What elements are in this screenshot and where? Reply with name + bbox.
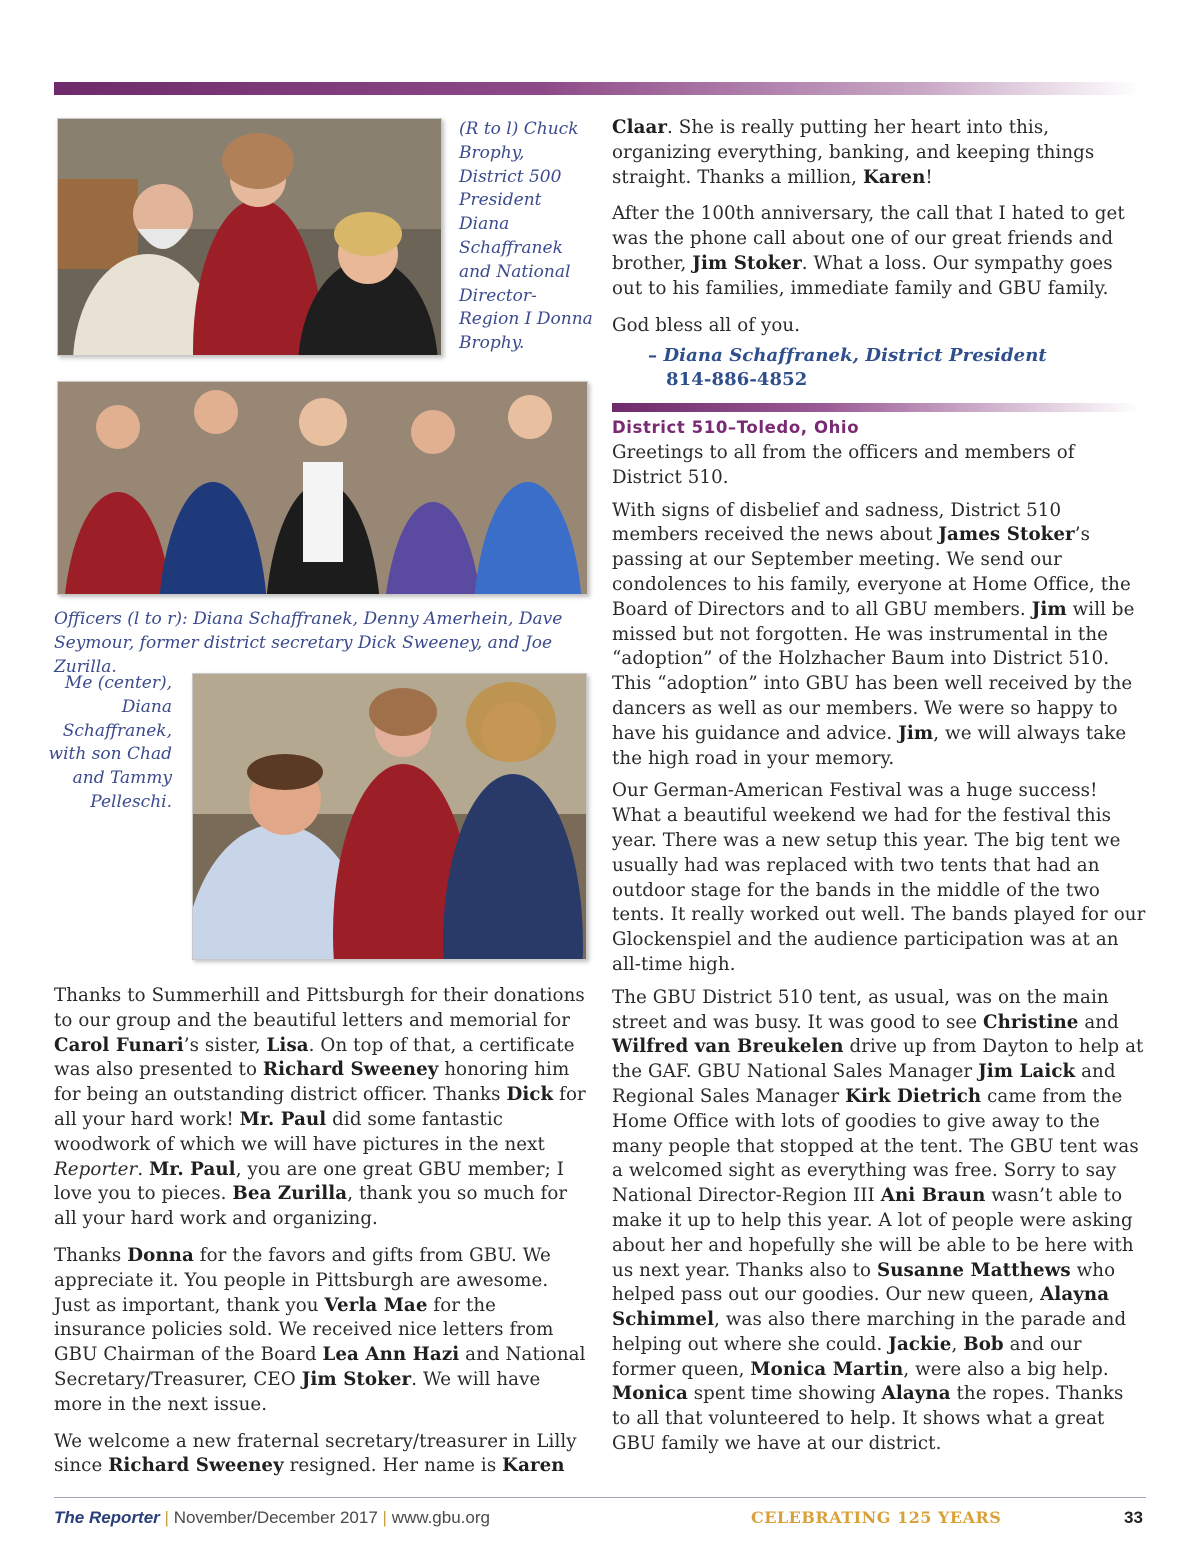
right-paragraph-3: God bless all of you. [612,314,801,336]
footer-rule [54,1497,1146,1498]
bold-name: Jim Stoker [692,252,802,274]
bold-name: Carol Funari [54,1034,184,1056]
italic-title: Reporter [54,1158,138,1180]
bold-name: Jim [898,722,934,744]
right-column-text [612,116,1146,392]
bold-name: Alayna Schimmel [612,1284,1110,1331]
district-paragraph-2: With signs of disbelief and sadness, District 510 members received the news about James Stoker’s passing at our September meeting. We send our condolences to his family, everyone at Home Office, the Board of Directors and to all GBU members. Jim will be missed but not forgotten. He was instrumental in the “adoption” of the Holzhacher Baum into District 510. This “adoption” into GBU has been well received by the dancers as well as our members. We were so happy to have his guidance and advice. Jim, we will always take the high road in your memory. [612,499,1135,769]
publication-name: The Reporter [54,1508,160,1527]
bold-name: Karen [502,1455,565,1477]
bold-name: Jackie [888,1333,952,1355]
photo2-caption: Officers (l to r): Diana Schaffranek, Denny Amerhein, Dave Seymour, former district secretary Dick Sweeney, and Joe Zurilla. [54,609,563,677]
district-paragraph-1: Greetings to all from the officers and members of District 510. [612,442,1075,488]
bold-name: Bob [963,1333,1004,1355]
photo-officers-image [58,382,587,594]
photo-officers-group [57,381,588,595]
right-paragraph-1: Claar. She is really putting her heart into this, organizing everything, banking, and keeping things straight. Thanks a million, Karen! [612,117,1095,188]
photo-brophy-image [58,119,441,355]
left-paragraph-3: We welcome a new fraternal secretary/treasurer in Lilly since Richard Sweeney resigned. Her name is Karen [54,1430,577,1477]
bold-name: Lisa [266,1034,309,1056]
left-paragraph-2: Thanks Donna for the favors and gifts from GBU. We appreciate it. You people in Pittsburgh are awesome. Just as important, thank you Verla Mae for the insurance policies sold. We received nice letters from GBU Chairman of the Board Lea Ann Hazi and National Secretary/Treasurer, CEO Jim Stoker. We will have more in the next issue. [54,1244,586,1415]
signature-name: – Diana Schaffranek, District President [648,345,1047,367]
bold-name: Mr. Paul [149,1158,236,1180]
signature-phone: 814-886-4852 [666,369,808,391]
page-number: 33 [1124,1508,1143,1527]
left-column-text [54,984,588,1491]
section-accent-bar [612,403,1140,412]
district-510-text [612,441,1146,1469]
bold-name: Mr. Paul [239,1108,327,1130]
bold-name: Bea Zurilla [232,1183,348,1205]
bold-name: Ani Braun [880,1185,986,1207]
bold-name: Verla Mae [324,1294,428,1316]
district-paragraph-4: The GBU District 510 tent, as usual, was on the main street and was busy. It was good to see Christine and Wilfred van Breukelen drive up from Dayton to help at the GAF. GBU National Sales Manager Jim Laick and Regional Sales Manager Kirk Dietrich came from the Home Office with lots of goodies to give away to the many people that stopped at the tent. The GBU tent was a welcomed sight as everything was free. Sorry to say National Director-Region III Ani Braun wasn’t able to make it up to help this year. A lot of people were asking about her and hopefully she will be able to be here with us next year. Thanks also to Susanne Matthews who helped pass out our goodies. Our new queen, Alayna Schimmel, was also there marching in the parade and helping out where she could. Jackie, Bob and our former queen, Monica Martin, were also a big help. Monica spent time showing Alayna the ropes. Thanks to all that volunteered to help. It shows what a great GBU family we have at our district. [612,986,1144,1455]
bold-name: James Stoker [938,524,1075,546]
footer-tagline: CELEBRATING 125 YEARS [751,1508,1002,1527]
bold-name: Jim [1031,598,1067,620]
bold-name: Susanne Matthews [877,1259,1071,1281]
photo1-caption: (R to l) Chuck Brophy, District 500 President Diana Schaffranek and National Director-Region I Donna Brophy. [459,119,593,354]
district-paragraph-3: Our German-American Festival was a huge success! What a beautiful weekend we had for the festival this year. There was a new setup this year. The big tent we usually had was replaced with two tents that had an outdoor stage for the bands in the middle of the two tents. It really worked out well. The bands played for our Glockenspiel and the audience participation was at an all-time high. [612,780,1146,975]
bold-name: Wilfred van Breukelen [612,1036,844,1058]
bold-name: Lea Ann Hazi [322,1344,460,1366]
photo-family-image [193,674,586,959]
section-heading: District 510–Toledo, Ohio [612,418,860,437]
bold-name: Donna [127,1244,194,1266]
footer-separator-2: | [382,1508,387,1527]
left-paragraph-1: Thanks to Summerhill and Pittsburgh for their donations to our group and the beautiful letters and memorial for Carol Funari’s sister, Lisa. On top of that, a certificate was also presented to Richard Sweeney honoring him for being an outstanding district officer. Thanks Dick for all your hard work! Mr. Paul did some fantastic woodwork of which we will have pictures in the next Reporter. Mr. Paul, you are one great GBU member; I love you to pieces. Bea Zurilla, thank you so much for all your hard work and organizing. [54,985,586,1230]
bold-name: Karen [862,166,926,188]
bold-name: Alayna [881,1383,951,1405]
bold-name: Kirk Dietrich [845,1085,982,1107]
bold-name: Jim Laick [978,1061,1076,1083]
photo-family-group [192,673,587,960]
top-accent-bar [54,82,1140,95]
bold-name: Monica Martin [750,1358,904,1380]
bold-name: Dick [506,1084,554,1106]
bold-name: Jim Stoker [301,1368,412,1390]
footer-left [54,1508,490,1528]
issue-date: November/December 2017 [173,1508,378,1527]
website-link[interactable]: www.gbu.org [391,1508,490,1527]
bold-name: Richard Sweeney [108,1455,284,1477]
bold-name: Claar [612,117,668,138]
bold-name: Christine [983,1011,1079,1033]
footer-separator-1: | [164,1508,169,1527]
bold-name: Richard Sweeney [262,1059,439,1081]
photo-brophy-group [57,118,442,356]
right-paragraph-2: After the 100th anniversary, the call that I hated to get was the phone call about one of our great friends and brother, Jim Stoker. What a loss. Our sympathy goes out to his families, immediate family and GBU family. [612,203,1125,299]
photo3-caption: Me (center), Diana Schaffranek, with son Chad and Tammy Pelleschi. [48,673,172,812]
bold-name: Monica [612,1383,688,1405]
